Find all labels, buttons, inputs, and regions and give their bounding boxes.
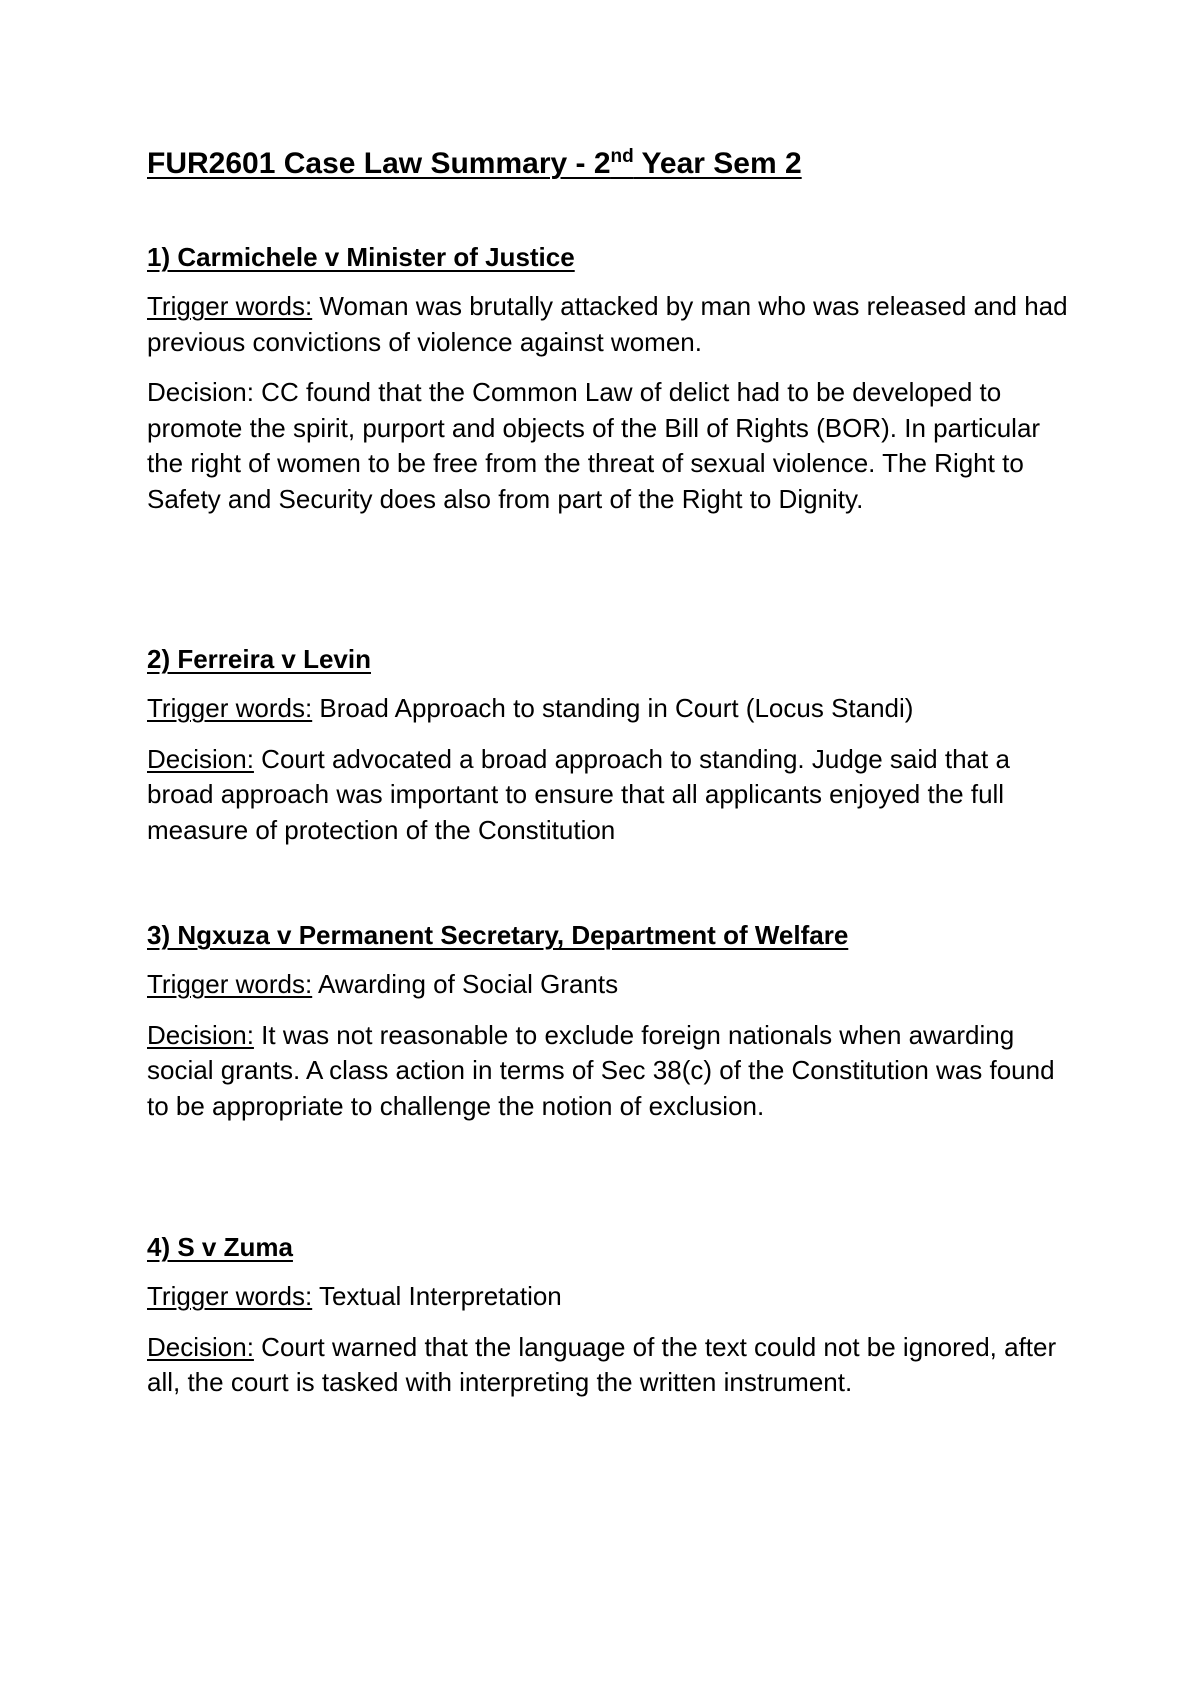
decision-text: Court warned that the language of the text could not be ignored, after all, the court is tasked with interpreting the written instrument. xyxy=(147,1331,1057,1397)
decision-text: CC found that the Common Law of delict had to be developed to promote the spirit, purport and objects of the Bill of Rights (BOR). In particular the right of women to be free from the threat of sexual violence. The Right to Safety and Security does also from part of the Right to Dignity. xyxy=(147,377,1041,514)
trigger-words-paragraph xyxy=(147,289,1077,360)
decision-text: It was not reasonable to exclude foreign nationals when awarding social grants. A class action in terms of Sec 38(c) of the Constitution was found to be appropriate to challenge the notion of exclusion. xyxy=(147,1019,1055,1121)
case-1 xyxy=(147,240,1077,532)
decision-paragraph xyxy=(147,375,1077,517)
document-title xyxy=(147,146,802,182)
trigger-words-text: Textual Interpretation xyxy=(312,1281,562,1311)
trigger-words-text: Broad Approach to standing in Court (Locus Standi) xyxy=(312,693,914,723)
decision-paragraph xyxy=(147,1330,1077,1401)
decision-label: Decision: xyxy=(147,1019,254,1050)
trigger-words-text: Awarding of Social Grants xyxy=(312,969,619,999)
case-heading: 2) Ferreira v Levin xyxy=(147,644,371,674)
case-2 xyxy=(147,642,1077,863)
decision-label: Decision: xyxy=(147,377,254,407)
title-superscript: nd xyxy=(610,146,634,167)
title-end: Year Sem 2 xyxy=(633,147,802,180)
trigger-words-paragraph xyxy=(147,1279,1077,1315)
title-main: FUR2601 Case Law Summary - 2 xyxy=(147,147,611,180)
trigger-words-text: Woman was brutally attacked by man who was released and had previous convictions of violence against women. xyxy=(147,291,1068,357)
decision-label: Decision: xyxy=(147,743,254,774)
case-3 xyxy=(147,918,1077,1139)
trigger-words-label: Trigger words: xyxy=(147,693,313,723)
trigger-words-label: Trigger words: xyxy=(147,1281,313,1311)
trigger-words-paragraph xyxy=(147,691,1077,727)
case-heading: 3) Ngxuza v Permanent Secretary, Department of Welfare xyxy=(147,920,849,950)
case-heading: 1) Carmichele v Minister of Justice xyxy=(147,242,575,272)
case-heading: 4) S v Zuma xyxy=(147,1232,293,1262)
trigger-words-label: Trigger words: xyxy=(147,969,313,999)
trigger-words-paragraph xyxy=(147,967,1077,1003)
decision-text: Court advocated a broad approach to standing. Judge said that a broad approach was important to ensure that all applicants enjoyed the full measure of protection of the Constitution xyxy=(147,743,1010,845)
decision-paragraph xyxy=(147,1018,1077,1125)
decision-paragraph xyxy=(147,742,1077,849)
decision-label: Decision: xyxy=(147,1331,254,1362)
case-4 xyxy=(147,1230,1077,1416)
trigger-words-label: Trigger words: xyxy=(147,291,313,321)
